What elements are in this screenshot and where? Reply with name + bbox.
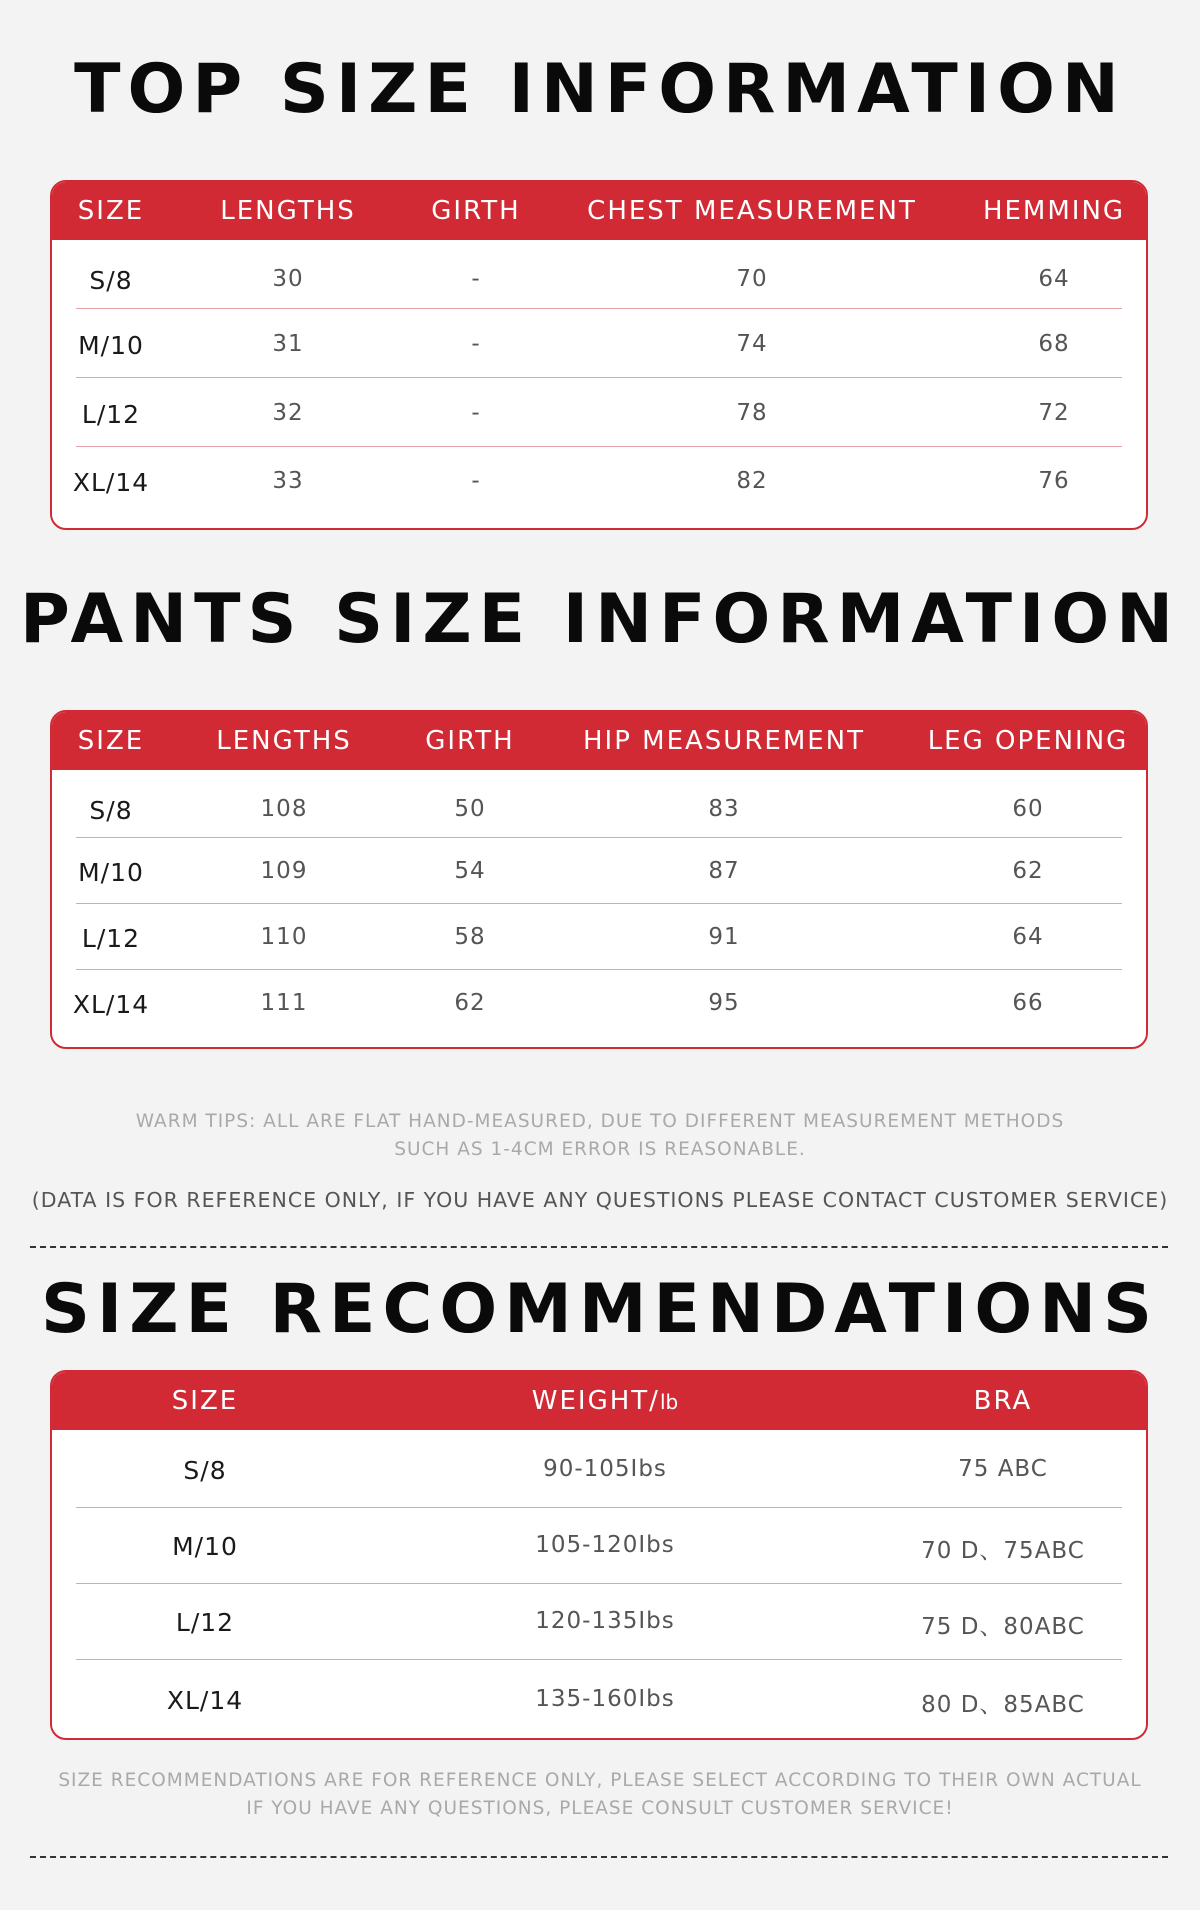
size-cell: XL/14 bbox=[166, 1686, 244, 1715]
size-cell: S/8 bbox=[183, 1456, 227, 1485]
top-header-lengths: LENGTHS bbox=[220, 196, 356, 226]
weight-cell: 135-160Ibs bbox=[535, 1686, 675, 1712]
chest-cell: 82 bbox=[736, 468, 768, 494]
lengths-cell: 111 bbox=[260, 990, 308, 1016]
size-cell: S/8 bbox=[89, 266, 133, 295]
table-row bbox=[52, 838, 1146, 904]
lengths-cell: 33 bbox=[272, 468, 304, 494]
dashed-divider bbox=[30, 1246, 1168, 1248]
size-cell: M/10 bbox=[172, 1532, 238, 1561]
girth-cell: - bbox=[471, 331, 481, 357]
recommend-header-bra: BRA bbox=[973, 1386, 1033, 1416]
table-row bbox=[52, 447, 1146, 516]
hip-cell: 83 bbox=[708, 796, 740, 822]
bra-cell: 80 D、85ABC bbox=[921, 1692, 1085, 1718]
recommend-header-weight bbox=[532, 1372, 678, 1430]
weight-unit-label: lb bbox=[659, 1390, 679, 1414]
size-cell: S/8 bbox=[89, 796, 133, 825]
top-header-hemming: HEMMING bbox=[982, 196, 1126, 226]
lengths-cell: 109 bbox=[260, 858, 308, 884]
girth-cell: 62 bbox=[454, 990, 486, 1016]
hemming-cell: 72 bbox=[1038, 400, 1070, 426]
leg-opening-cell: 62 bbox=[1012, 858, 1044, 884]
pants-size-table bbox=[50, 710, 1148, 1049]
hip-cell: 91 bbox=[708, 924, 740, 950]
table-row bbox=[52, 904, 1146, 970]
size-cell: L/12 bbox=[81, 924, 141, 953]
table-row bbox=[52, 970, 1146, 1036]
pants-header-leg-opening: LEG OPENING bbox=[927, 726, 1129, 756]
recommend-table-header bbox=[52, 1372, 1146, 1430]
top-size-table bbox=[50, 180, 1148, 530]
top-header-girth: GIRTH bbox=[431, 196, 521, 226]
lengths-cell: 32 bbox=[272, 400, 304, 426]
bra-cell: 70 D、75ABC bbox=[921, 1538, 1085, 1564]
size-recommendations-table bbox=[50, 1370, 1148, 1740]
girth-cell: - bbox=[471, 400, 481, 426]
table-row bbox=[52, 770, 1146, 838]
top-size-title: TOP SIZE INFORMATION bbox=[74, 50, 1126, 129]
table-row bbox=[52, 1508, 1146, 1584]
girth-cell: 50 bbox=[454, 796, 486, 822]
size-cell: M/10 bbox=[78, 858, 144, 887]
top-size-table-header bbox=[52, 182, 1146, 240]
girth-cell: - bbox=[471, 468, 481, 494]
lengths-cell: 108 bbox=[260, 796, 308, 822]
girth-cell: 54 bbox=[454, 858, 486, 884]
size-cell: M/10 bbox=[78, 331, 144, 360]
weight-cell: 90-105Ibs bbox=[543, 1456, 667, 1482]
pants-size-title: PANTS SIZE INFORMATION bbox=[19, 580, 1181, 659]
lengths-cell: 31 bbox=[272, 331, 304, 357]
hip-cell: 95 bbox=[708, 990, 740, 1016]
dashed-divider-bottom bbox=[30, 1856, 1168, 1858]
lengths-cell: 110 bbox=[260, 924, 308, 950]
leg-opening-cell: 64 bbox=[1012, 924, 1044, 950]
recommend-note-line-1: SIZE RECOMMENDATIONS ARE FOR REFERENCE ONLY, PLEASE SELECT ACCORDING TO THEIR OWN ACTUAL bbox=[58, 1770, 1142, 1791]
chest-cell: 78 bbox=[736, 400, 768, 426]
girth-cell: 58 bbox=[454, 924, 486, 950]
size-cell: XL/14 bbox=[72, 468, 150, 497]
pants-size-table-header bbox=[52, 712, 1146, 770]
recommend-note-line-2: IF YOU HAVE ANY QUESTIONS, PLEASE CONSULT CUSTOMER SERVICE! bbox=[246, 1798, 954, 1819]
size-cell: L/12 bbox=[175, 1608, 235, 1637]
hemming-cell: 76 bbox=[1038, 468, 1070, 494]
chest-cell: 74 bbox=[736, 331, 768, 357]
table-row bbox=[52, 1430, 1146, 1508]
bra-cell: 75 D、80ABC bbox=[921, 1614, 1085, 1640]
pants-header-hip: HIP MEASUREMENT bbox=[582, 726, 866, 756]
recommend-header-size: SIZE bbox=[171, 1386, 239, 1416]
lengths-cell: 30 bbox=[272, 266, 304, 292]
warm-tips-line-2: SUCH AS 1-4CM ERROR IS REASONABLE. bbox=[394, 1139, 806, 1160]
warm-tips-line-1: WARM TIPS: ALL ARE FLAT HAND-MEASURED, DUE TO DIFFERENT MEASUREMENT METHODS bbox=[135, 1111, 1065, 1132]
table-row bbox=[52, 309, 1146, 378]
table-row bbox=[52, 378, 1146, 447]
hemming-cell: 64 bbox=[1038, 266, 1070, 292]
weight-cell: 105-120Ibs bbox=[535, 1532, 675, 1558]
hip-cell: 87 bbox=[708, 858, 740, 884]
reference-note: (DATA IS FOR REFERENCE ONLY, IF YOU HAVE ANY QUESTIONS PLEASE CONTACT CUSTOMER SERVICE) bbox=[31, 1188, 1169, 1212]
bra-cell: 75 ABC bbox=[958, 1456, 1048, 1482]
pants-header-girth: GIRTH bbox=[425, 726, 515, 756]
leg-opening-cell: 66 bbox=[1012, 990, 1044, 1016]
pants-header-size: SIZE bbox=[77, 726, 145, 756]
weight-cell: 120-135Ibs bbox=[535, 1608, 675, 1634]
top-header-chest: CHEST MEASUREMENT bbox=[587, 196, 917, 226]
top-header-size: SIZE bbox=[77, 196, 145, 226]
hemming-cell: 68 bbox=[1038, 331, 1070, 357]
leg-opening-cell: 60 bbox=[1012, 796, 1044, 822]
size-cell: XL/14 bbox=[72, 990, 150, 1019]
table-row bbox=[52, 1584, 1146, 1660]
table-row bbox=[52, 240, 1146, 309]
weight-header-label: WEIGHT/ bbox=[531, 1386, 660, 1416]
size-recommendations-title: SIZE RECOMMENDATIONS bbox=[40, 1270, 1160, 1349]
pants-header-lengths: LENGTHS bbox=[216, 726, 352, 756]
chest-cell: 70 bbox=[736, 266, 768, 292]
size-cell: L/12 bbox=[81, 400, 141, 429]
table-row bbox=[52, 1660, 1146, 1738]
girth-cell: - bbox=[471, 266, 481, 292]
